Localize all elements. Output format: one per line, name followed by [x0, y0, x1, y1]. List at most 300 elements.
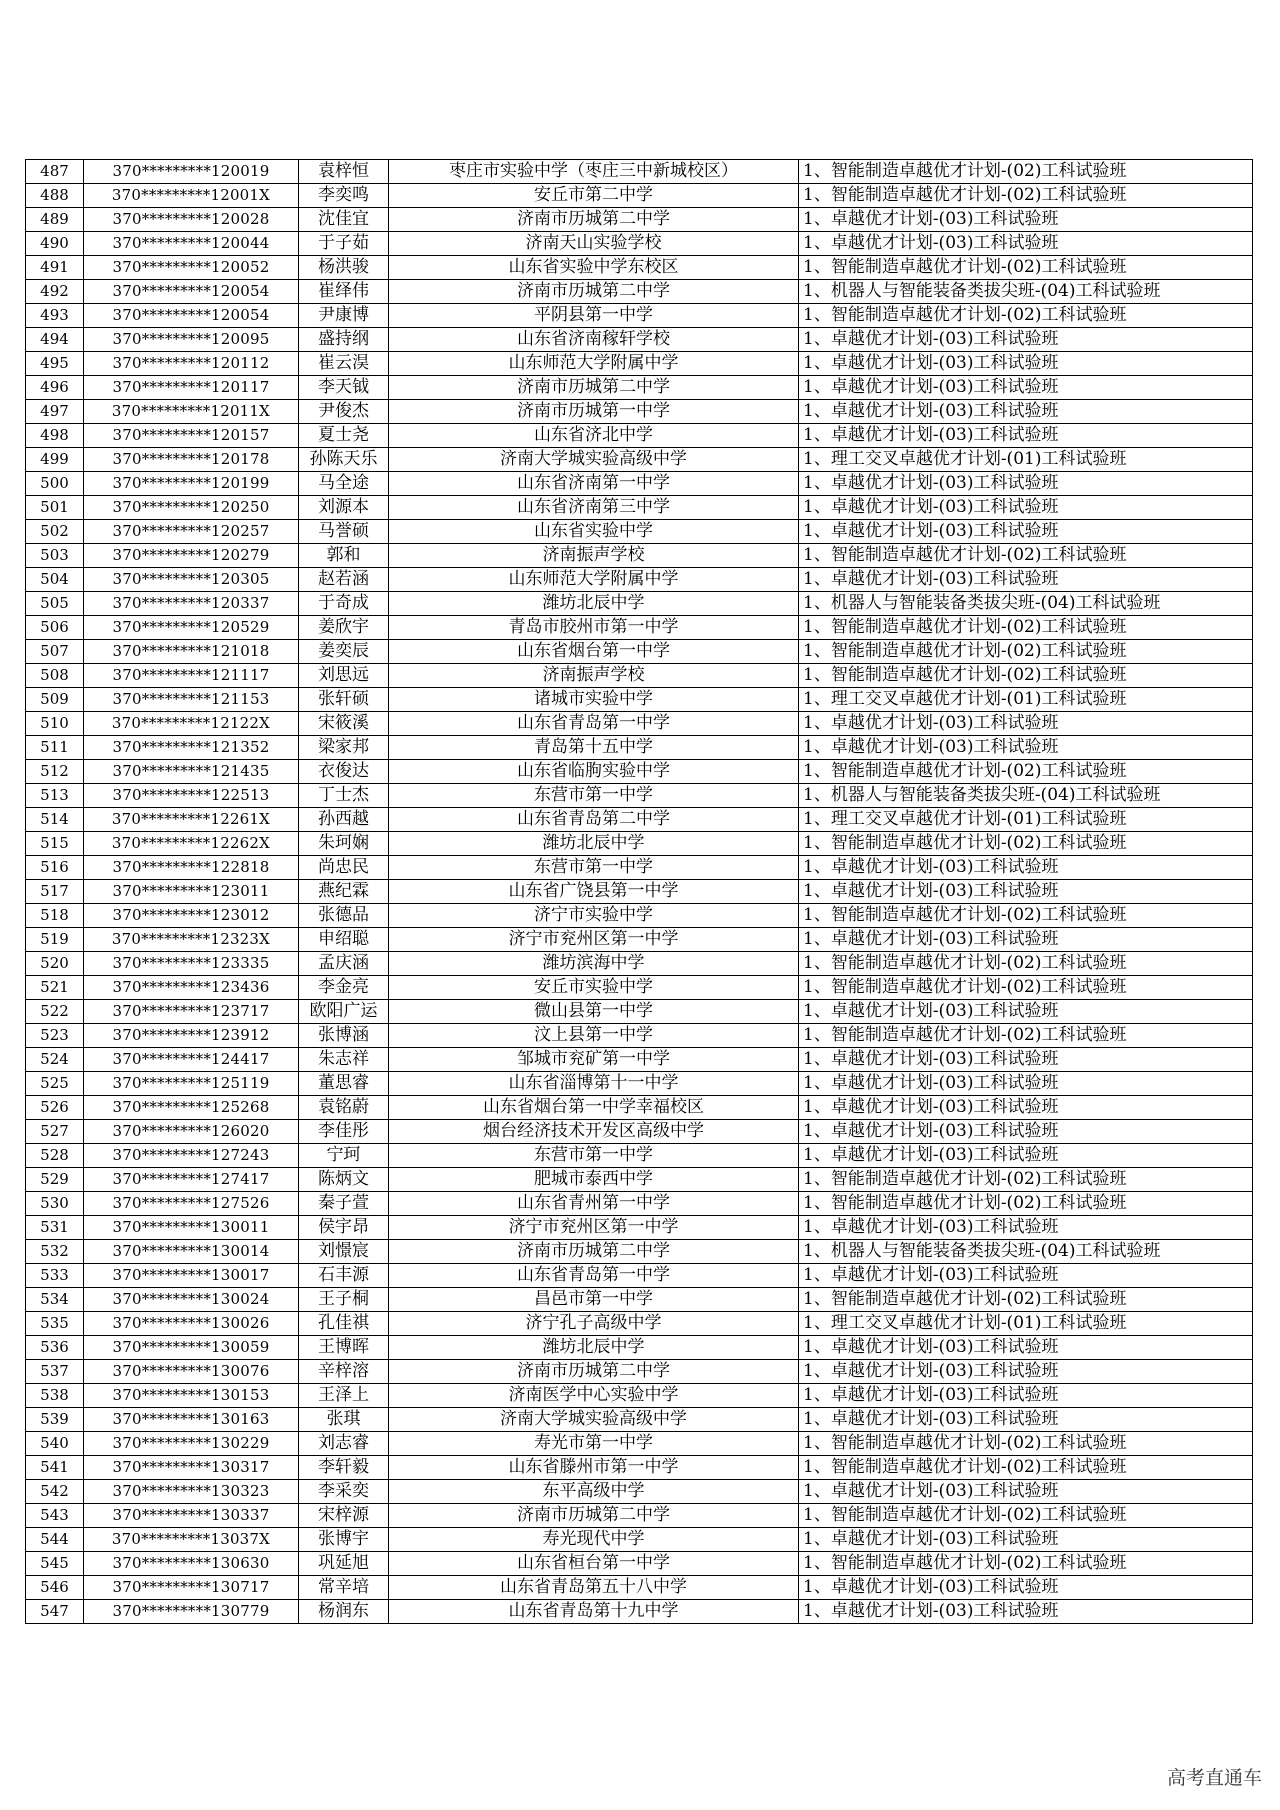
- student-name-cell: 李金亮: [299, 976, 389, 1000]
- row-number-cell: 497: [26, 400, 84, 424]
- table-row: [26, 1552, 1253, 1576]
- table-row: [26, 616, 1253, 640]
- table-row: [26, 448, 1253, 472]
- id-number-cell: 370*********130717: [84, 1576, 299, 1600]
- table-row: [26, 1312, 1253, 1336]
- table-row: [26, 208, 1253, 232]
- program-name-cell: 1、卓越优才计划-(03)工科试验班: [799, 712, 1253, 736]
- row-number-cell: 532: [26, 1240, 84, 1264]
- row-number-cell: 495: [26, 352, 84, 376]
- row-number-cell: 531: [26, 1216, 84, 1240]
- program-name-cell: 1、卓越优才计划-(03)工科试验班: [799, 328, 1253, 352]
- id-number-cell: 370*********130317: [84, 1456, 299, 1480]
- row-number-cell: 534: [26, 1288, 84, 1312]
- student-name-cell: 秦子萱: [299, 1192, 389, 1216]
- table-row: [26, 1120, 1253, 1144]
- student-name-cell: 燕纪霖: [299, 880, 389, 904]
- row-number-cell: 526: [26, 1096, 84, 1120]
- school-name-cell: 潍坊北辰中学: [389, 592, 799, 616]
- table-row: [26, 1480, 1253, 1504]
- program-name-cell: 1、卓越优才计划-(03)工科试验班: [799, 1096, 1253, 1120]
- program-name-cell: 1、卓越优才计划-(03)工科试验班: [799, 1384, 1253, 1408]
- table-row: [26, 1528, 1253, 1552]
- school-name-cell: 山东省烟台第一中学幸福校区: [389, 1096, 799, 1120]
- school-name-cell: 烟台经济技术开发区高级中学: [389, 1120, 799, 1144]
- program-name-cell: 1、卓越优才计划-(03)工科试验班: [799, 1072, 1253, 1096]
- row-number-cell: 508: [26, 664, 84, 688]
- student-name-cell: 梁家邦: [299, 736, 389, 760]
- program-name-cell: 1、智能制造卓越优才计划-(02)工科试验班: [799, 640, 1253, 664]
- school-name-cell: 山东省青岛第一中学: [389, 712, 799, 736]
- school-name-cell: 东营市第一中学: [389, 856, 799, 880]
- student-name-cell: 马全途: [299, 472, 389, 496]
- id-number-cell: 370*********130026: [84, 1312, 299, 1336]
- id-number-cell: 370*********120157: [84, 424, 299, 448]
- id-number-cell: 370*********120095: [84, 328, 299, 352]
- id-number-cell: 370*********122513: [84, 784, 299, 808]
- program-name-cell: 1、卓越优才计划-(03)工科试验班: [799, 520, 1253, 544]
- id-number-cell: 370*********122818: [84, 856, 299, 880]
- table-row: [26, 184, 1253, 208]
- table-row: [26, 1096, 1253, 1120]
- id-number-cell: 370*********127243: [84, 1144, 299, 1168]
- id-number-cell: 370*********120257: [84, 520, 299, 544]
- table-row: [26, 304, 1253, 328]
- student-name-cell: 石丰源: [299, 1264, 389, 1288]
- admission-list-table: [25, 159, 1253, 1624]
- table-row: [26, 1456, 1253, 1480]
- program-name-cell: 1、卓越优才计划-(03)工科试验班: [799, 208, 1253, 232]
- school-name-cell: 诸城市实验中学: [389, 688, 799, 712]
- id-number-cell: 370*********130779: [84, 1600, 299, 1624]
- school-name-cell: 东营市第一中学: [389, 784, 799, 808]
- table-row: [26, 1336, 1253, 1360]
- id-number-cell: 370*********120028: [84, 208, 299, 232]
- student-name-cell: 张博宇: [299, 1528, 389, 1552]
- id-number-cell: 370*********130017: [84, 1264, 299, 1288]
- school-name-cell: 济南市历城第二中学: [389, 280, 799, 304]
- row-number-cell: 487: [26, 160, 84, 184]
- row-number-cell: 496: [26, 376, 84, 400]
- id-number-cell: 370*********12011X: [84, 400, 299, 424]
- table-row: [26, 1264, 1253, 1288]
- student-name-cell: 郭和: [299, 544, 389, 568]
- school-name-cell: 安丘市第二中学: [389, 184, 799, 208]
- id-number-cell: 370*********120305: [84, 568, 299, 592]
- table-row: [26, 904, 1253, 928]
- program-name-cell: 1、智能制造卓越优才计划-(02)工科试验班: [799, 1552, 1253, 1576]
- school-name-cell: 山东省青州第一中学: [389, 1192, 799, 1216]
- student-name-cell: 孙陈天乐: [299, 448, 389, 472]
- row-number-cell: 537: [26, 1360, 84, 1384]
- school-name-cell: 微山县第一中学: [389, 1000, 799, 1024]
- program-name-cell: 1、智能制造卓越优才计划-(02)工科试验班: [799, 904, 1253, 928]
- table-row: [26, 376, 1253, 400]
- row-number-cell: 494: [26, 328, 84, 352]
- school-name-cell: 东平高级中学: [389, 1480, 799, 1504]
- school-name-cell: 山东省青岛第十九中学: [389, 1600, 799, 1624]
- student-name-cell: 丁士杰: [299, 784, 389, 808]
- table-row: [26, 880, 1253, 904]
- student-name-cell: 张博涵: [299, 1024, 389, 1048]
- student-name-cell: 张琪: [299, 1408, 389, 1432]
- school-name-cell: 山东省淄博第十一中学: [389, 1072, 799, 1096]
- program-name-cell: 1、智能制造卓越优才计划-(02)工科试验班: [799, 664, 1253, 688]
- program-name-cell: 1、智能制造卓越优才计划-(02)工科试验班: [799, 544, 1253, 568]
- student-name-cell: 崔绎伟: [299, 280, 389, 304]
- row-number-cell: 539: [26, 1408, 84, 1432]
- student-name-cell: 袁梓恒: [299, 160, 389, 184]
- program-name-cell: 1、机器人与智能装备类拔尖班-(04)工科试验班: [799, 280, 1253, 304]
- table-row: [26, 496, 1253, 520]
- id-number-cell: 370*********120054: [84, 304, 299, 328]
- school-name-cell: 济南大学城实验高级中学: [389, 448, 799, 472]
- table-row: [26, 472, 1253, 496]
- school-name-cell: 济南振声学校: [389, 664, 799, 688]
- program-name-cell: 1、卓越优才计划-(03)工科试验班: [799, 1048, 1253, 1072]
- student-name-cell: 李佳彤: [299, 1120, 389, 1144]
- row-number-cell: 509: [26, 688, 84, 712]
- school-name-cell: 山东省临朐实验中学: [389, 760, 799, 784]
- program-name-cell: 1、卓越优才计划-(03)工科试验班: [799, 1264, 1253, 1288]
- table-row: [26, 544, 1253, 568]
- school-name-cell: 济南大学城实验高级中学: [389, 1408, 799, 1432]
- row-number-cell: 528: [26, 1144, 84, 1168]
- table-row: [26, 1168, 1253, 1192]
- table-row: [26, 856, 1253, 880]
- program-name-cell: 1、卓越优才计划-(03)工科试验班: [799, 1120, 1253, 1144]
- student-name-cell: 孟庆涵: [299, 952, 389, 976]
- id-number-cell: 370*********123912: [84, 1024, 299, 1048]
- row-number-cell: 541: [26, 1456, 84, 1480]
- row-number-cell: 535: [26, 1312, 84, 1336]
- school-name-cell: 山东省烟台第一中学: [389, 640, 799, 664]
- id-number-cell: 370*********130024: [84, 1288, 299, 1312]
- id-number-cell: 370*********127417: [84, 1168, 299, 1192]
- row-number-cell: 501: [26, 496, 84, 520]
- table-row: [26, 328, 1253, 352]
- id-number-cell: 370*********120054: [84, 280, 299, 304]
- table-row: [26, 1192, 1253, 1216]
- program-name-cell: 1、卓越优才计划-(03)工科试验班: [799, 1336, 1253, 1360]
- id-number-cell: 370*********120019: [84, 160, 299, 184]
- school-name-cell: 济南医学中心实验中学: [389, 1384, 799, 1408]
- program-name-cell: 1、卓越优才计划-(03)工科试验班: [799, 424, 1253, 448]
- program-name-cell: 1、卓越优才计划-(03)工科试验班: [799, 232, 1253, 256]
- id-number-cell: 370*********126020: [84, 1120, 299, 1144]
- student-name-cell: 刘源本: [299, 496, 389, 520]
- school-name-cell: 山东师范大学附属中学: [389, 352, 799, 376]
- row-number-cell: 513: [26, 784, 84, 808]
- program-name-cell: 1、机器人与智能装备类拔尖班-(04)工科试验班: [799, 1240, 1253, 1264]
- table-row: [26, 160, 1253, 184]
- row-number-cell: 525: [26, 1072, 84, 1096]
- table-row: [26, 832, 1253, 856]
- table-row: [26, 232, 1253, 256]
- row-number-cell: 545: [26, 1552, 84, 1576]
- student-name-cell: 孙西越: [299, 808, 389, 832]
- student-name-cell: 沈佳宜: [299, 208, 389, 232]
- id-number-cell: 370*********130059: [84, 1336, 299, 1360]
- table-row: [26, 736, 1253, 760]
- table-row: [26, 1504, 1253, 1528]
- id-number-cell: 370*********121435: [84, 760, 299, 784]
- program-name-cell: 1、智能制造卓越优才计划-(02)工科试验班: [799, 760, 1253, 784]
- school-name-cell: 山东省青岛第一中学: [389, 1264, 799, 1288]
- school-name-cell: 济南市历城第二中学: [389, 208, 799, 232]
- program-name-cell: 1、卓越优才计划-(03)工科试验班: [799, 352, 1253, 376]
- student-name-cell: 董思睿: [299, 1072, 389, 1096]
- row-number-cell: 543: [26, 1504, 84, 1528]
- school-name-cell: 山东省滕州市第一中学: [389, 1456, 799, 1480]
- row-number-cell: 547: [26, 1600, 84, 1624]
- school-name-cell: 山东省济南稼轩学校: [389, 328, 799, 352]
- id-number-cell: 370*********13037X: [84, 1528, 299, 1552]
- student-name-cell: 李采奕: [299, 1480, 389, 1504]
- row-number-cell: 527: [26, 1120, 84, 1144]
- row-number-cell: 510: [26, 712, 84, 736]
- student-name-cell: 刘思远: [299, 664, 389, 688]
- row-number-cell: 516: [26, 856, 84, 880]
- school-name-cell: 山东省实验中学: [389, 520, 799, 544]
- row-number-cell: 523: [26, 1024, 84, 1048]
- program-name-cell: 1、卓越优才计划-(03)工科试验班: [799, 1360, 1253, 1384]
- table-row: [26, 1384, 1253, 1408]
- table-row: [26, 1408, 1253, 1432]
- table-row: [26, 976, 1253, 1000]
- table-row: [26, 952, 1253, 976]
- id-number-cell: 370*********120250: [84, 496, 299, 520]
- school-name-cell: 青岛市胶州市第一中学: [389, 616, 799, 640]
- school-name-cell: 济南市历城第二中学: [389, 1360, 799, 1384]
- student-name-cell: 李天钺: [299, 376, 389, 400]
- program-name-cell: 1、卓越优才计划-(03)工科试验班: [799, 400, 1253, 424]
- school-name-cell: 潍坊滨海中学: [389, 952, 799, 976]
- id-number-cell: 370*********120044: [84, 232, 299, 256]
- row-number-cell: 512: [26, 760, 84, 784]
- id-number-cell: 370*********130229: [84, 1432, 299, 1456]
- school-name-cell: 寿光现代中学: [389, 1528, 799, 1552]
- student-name-cell: 王子桐: [299, 1288, 389, 1312]
- row-number-cell: 518: [26, 904, 84, 928]
- id-number-cell: 370*********130076: [84, 1360, 299, 1384]
- program-name-cell: 1、卓越优才计划-(03)工科试验班: [799, 1528, 1253, 1552]
- student-name-cell: 于奇成: [299, 592, 389, 616]
- student-name-cell: 陈炳文: [299, 1168, 389, 1192]
- student-name-cell: 于子茹: [299, 232, 389, 256]
- program-name-cell: 1、卓越优才计划-(03)工科试验班: [799, 1144, 1253, 1168]
- table-row: [26, 1600, 1253, 1624]
- student-name-cell: 袁铭蔚: [299, 1096, 389, 1120]
- school-name-cell: 济南市历城第二中学: [389, 1240, 799, 1264]
- student-name-cell: 欧阳广运: [299, 1000, 389, 1024]
- id-number-cell: 370*********120178: [84, 448, 299, 472]
- table-row: [26, 1072, 1253, 1096]
- row-number-cell: 490: [26, 232, 84, 256]
- id-number-cell: 370*********130153: [84, 1384, 299, 1408]
- student-name-cell: 王泽上: [299, 1384, 389, 1408]
- program-name-cell: 1、理工交叉卓越优才计划-(01)工科试验班: [799, 688, 1253, 712]
- table-row: [26, 1000, 1253, 1024]
- student-name-cell: 侯宇昂: [299, 1216, 389, 1240]
- school-name-cell: 汶上县第一中学: [389, 1024, 799, 1048]
- student-name-cell: 盛持纲: [299, 328, 389, 352]
- program-name-cell: 1、卓越优才计划-(03)工科试验班: [799, 1480, 1253, 1504]
- id-number-cell: 370*********123012: [84, 904, 299, 928]
- row-number-cell: 499: [26, 448, 84, 472]
- table-row: [26, 424, 1253, 448]
- program-name-cell: 1、机器人与智能装备类拔尖班-(04)工科试验班: [799, 592, 1253, 616]
- row-number-cell: 504: [26, 568, 84, 592]
- student-name-cell: 张轩硕: [299, 688, 389, 712]
- student-name-cell: 夏士尧: [299, 424, 389, 448]
- row-number-cell: 511: [26, 736, 84, 760]
- student-name-cell: 尚忠民: [299, 856, 389, 880]
- row-number-cell: 544: [26, 1528, 84, 1552]
- row-number-cell: 502: [26, 520, 84, 544]
- student-name-cell: 赵若涵: [299, 568, 389, 592]
- row-number-cell: 542: [26, 1480, 84, 1504]
- id-number-cell: 370*********12001X: [84, 184, 299, 208]
- program-name-cell: 1、智能制造卓越优才计划-(02)工科试验班: [799, 1288, 1253, 1312]
- program-name-cell: 1、智能制造卓越优才计划-(02)工科试验班: [799, 1024, 1253, 1048]
- id-number-cell: 370*********123436: [84, 976, 299, 1000]
- table-row: [26, 1288, 1253, 1312]
- table-row: [26, 256, 1253, 280]
- id-number-cell: 370*********121153: [84, 688, 299, 712]
- program-name-cell: 1、智能制造卓越优才计划-(02)工科试验班: [799, 304, 1253, 328]
- table-row: [26, 1576, 1253, 1600]
- row-number-cell: 489: [26, 208, 84, 232]
- table-row: [26, 1144, 1253, 1168]
- id-number-cell: 370*********120052: [84, 256, 299, 280]
- program-name-cell: 1、理工交叉卓越优才计划-(01)工科试验班: [799, 808, 1253, 832]
- table-row: [26, 1048, 1253, 1072]
- program-name-cell: 1、卓越优才计划-(03)工科试验班: [799, 568, 1253, 592]
- id-number-cell: 370*********130011: [84, 1216, 299, 1240]
- id-number-cell: 370*********12261X: [84, 808, 299, 832]
- table-row: [26, 688, 1253, 712]
- student-name-cell: 李轩毅: [299, 1456, 389, 1480]
- student-name-cell: 衣俊达: [299, 760, 389, 784]
- program-name-cell: 1、智能制造卓越优才计划-(02)工科试验班: [799, 1456, 1253, 1480]
- school-name-cell: 山东省济南第三中学: [389, 496, 799, 520]
- student-name-cell: 王博晖: [299, 1336, 389, 1360]
- id-number-cell: 370*********124417: [84, 1048, 299, 1072]
- student-name-cell: 宋梓源: [299, 1504, 389, 1528]
- row-number-cell: 529: [26, 1168, 84, 1192]
- school-name-cell: 山东省青岛第二中学: [389, 808, 799, 832]
- student-name-cell: 朱珂娴: [299, 832, 389, 856]
- row-number-cell: 503: [26, 544, 84, 568]
- school-name-cell: 枣庄市实验中学（枣庄三中新城校区）: [389, 160, 799, 184]
- school-name-cell: 邹城市兖矿第一中学: [389, 1048, 799, 1072]
- program-name-cell: 1、卓越优才计划-(03)工科试验班: [799, 856, 1253, 880]
- row-number-cell: 536: [26, 1336, 84, 1360]
- student-name-cell: 宋筱溪: [299, 712, 389, 736]
- row-number-cell: 500: [26, 472, 84, 496]
- school-name-cell: 济南振声学校: [389, 544, 799, 568]
- school-name-cell: 潍坊北辰中学: [389, 1336, 799, 1360]
- row-number-cell: 524: [26, 1048, 84, 1072]
- row-number-cell: 546: [26, 1576, 84, 1600]
- school-name-cell: 肥城市泰西中学: [389, 1168, 799, 1192]
- watermark-text: 高考直通车: [1166, 1767, 1262, 1789]
- id-number-cell: 370*********12122X: [84, 712, 299, 736]
- student-name-cell: 朱志祥: [299, 1048, 389, 1072]
- school-name-cell: 山东省桓台第一中学: [389, 1552, 799, 1576]
- table-row: [26, 520, 1253, 544]
- table-row: [26, 1360, 1253, 1384]
- table-row: [26, 928, 1253, 952]
- row-number-cell: 514: [26, 808, 84, 832]
- table-row: [26, 1240, 1253, 1264]
- student-name-cell: 马誉硕: [299, 520, 389, 544]
- id-number-cell: 370*********121018: [84, 640, 299, 664]
- student-name-cell: 孔佳祺: [299, 1312, 389, 1336]
- id-number-cell: 370*********120337: [84, 592, 299, 616]
- program-name-cell: 1、卓越优才计划-(03)工科试验班: [799, 880, 1253, 904]
- student-name-cell: 姜欣宇: [299, 616, 389, 640]
- table-row: [26, 784, 1253, 808]
- program-name-cell: 1、卓越优才计划-(03)工科试验班: [799, 472, 1253, 496]
- program-name-cell: 1、机器人与智能装备类拔尖班-(04)工科试验班: [799, 784, 1253, 808]
- row-number-cell: 505: [26, 592, 84, 616]
- school-name-cell: 济宁孔子高级中学: [389, 1312, 799, 1336]
- program-name-cell: 1、卓越优才计划-(03)工科试验班: [799, 1216, 1253, 1240]
- row-number-cell: 517: [26, 880, 84, 904]
- id-number-cell: 370*********130337: [84, 1504, 299, 1528]
- program-name-cell: 1、智能制造卓越优才计划-(02)工科试验班: [799, 184, 1253, 208]
- row-number-cell: 515: [26, 832, 84, 856]
- school-name-cell: 济南市历城第二中学: [389, 376, 799, 400]
- row-number-cell: 540: [26, 1432, 84, 1456]
- id-number-cell: 370*********120117: [84, 376, 299, 400]
- school-name-cell: 济宁市实验中学: [389, 904, 799, 928]
- school-name-cell: 昌邑市第一中学: [389, 1288, 799, 1312]
- school-name-cell: 济南天山实验学校: [389, 232, 799, 256]
- id-number-cell: 370*********121352: [84, 736, 299, 760]
- school-name-cell: 东营市第一中学: [389, 1144, 799, 1168]
- id-number-cell: 370*********123011: [84, 880, 299, 904]
- school-name-cell: 济南市历城第二中学: [389, 1504, 799, 1528]
- table-row: [26, 664, 1253, 688]
- row-number-cell: 507: [26, 640, 84, 664]
- row-number-cell: 533: [26, 1264, 84, 1288]
- school-name-cell: 山东省广饶县第一中学: [389, 880, 799, 904]
- school-name-cell: 山东师范大学附属中学: [389, 568, 799, 592]
- table-row: [26, 352, 1253, 376]
- student-name-cell: 申绍聪: [299, 928, 389, 952]
- program-name-cell: 1、卓越优才计划-(03)工科试验班: [799, 496, 1253, 520]
- program-name-cell: 1、卓越优才计划-(03)工科试验班: [799, 928, 1253, 952]
- program-name-cell: 1、智能制造卓越优才计划-(02)工科试验班: [799, 160, 1253, 184]
- program-name-cell: 1、智能制造卓越优才计划-(02)工科试验班: [799, 1432, 1253, 1456]
- table-row: [26, 1432, 1253, 1456]
- id-number-cell: 370*********120199: [84, 472, 299, 496]
- id-number-cell: 370*********127526: [84, 1192, 299, 1216]
- student-name-cell: 辛梓溶: [299, 1360, 389, 1384]
- row-number-cell: 498: [26, 424, 84, 448]
- student-name-cell: 宁珂: [299, 1144, 389, 1168]
- program-name-cell: 1、智能制造卓越优才计划-(02)工科试验班: [799, 616, 1253, 640]
- school-name-cell: 山东省青岛第五十八中学: [389, 1576, 799, 1600]
- school-name-cell: 平阴县第一中学: [389, 304, 799, 328]
- id-number-cell: 370*********12323X: [84, 928, 299, 952]
- table-row: [26, 808, 1253, 832]
- id-number-cell: 370*********121117: [84, 664, 299, 688]
- program-name-cell: 1、卓越优才计划-(03)工科试验班: [799, 1000, 1253, 1024]
